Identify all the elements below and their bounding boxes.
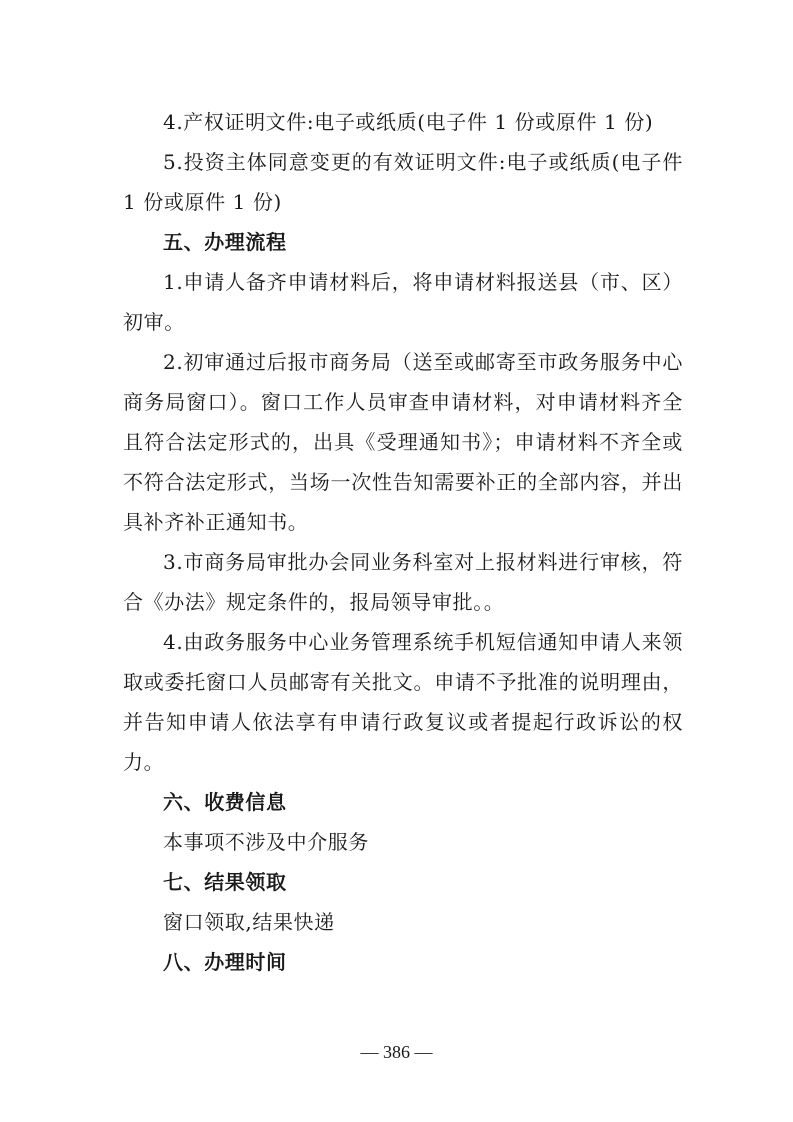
process-step-1: 1.申请人备齐申请材料后，将申请材料报送县（市、区）初审。 — [123, 270, 683, 334]
section-8-heading: 八、办理时间 — [163, 950, 287, 974]
item-5-investor-consent: 5.投资主体同意变更的有效证明文件:电子或纸质(电子件 1 份或原件 1 份) — [123, 150, 683, 214]
item-4-property-certificate: 4.产权证明文件:电子或纸质(电子件 1 份或原件 1 份) — [163, 110, 654, 134]
section-6-heading: 六、收费信息 — [163, 790, 287, 814]
fee-info: 本事项不涉及中介服务 — [163, 830, 369, 854]
section-5-heading: 五、办理流程 — [163, 230, 287, 254]
document-body — [123, 102, 683, 982]
process-step-4: 4.由政务服务中心业务管理系统手机短信通知申请人来领取或委托窗口人员邮寄有关批文。申请不予批准的说明理由，并告知申请人依法享有申请行政复议或者提起行政诉讼的权力。 — [123, 630, 683, 774]
section-7-heading: 七、结果领取 — [163, 870, 287, 894]
page-number: — 386 — — [360, 1042, 433, 1062]
process-step-2: 2.初审通过后报市商务局（送至或邮寄至市政务服务中心商务局窗口）。窗口工作人员审查申请材料，对申请材料齐全且符合法定形式的，出具《受理通知书》；申请材料不齐全或不符合法定形式，当场一次性告知需要补正的全部内容，并出具补齐补正通知书。 — [123, 350, 683, 534]
process-step-3: 3.市商务局审批办会同业务科室对上报材料进行审核，符合《办法》规定条件的，报局领导审批。。 — [123, 550, 683, 614]
result-pickup: 窗口领取,结果快递 — [163, 910, 335, 934]
